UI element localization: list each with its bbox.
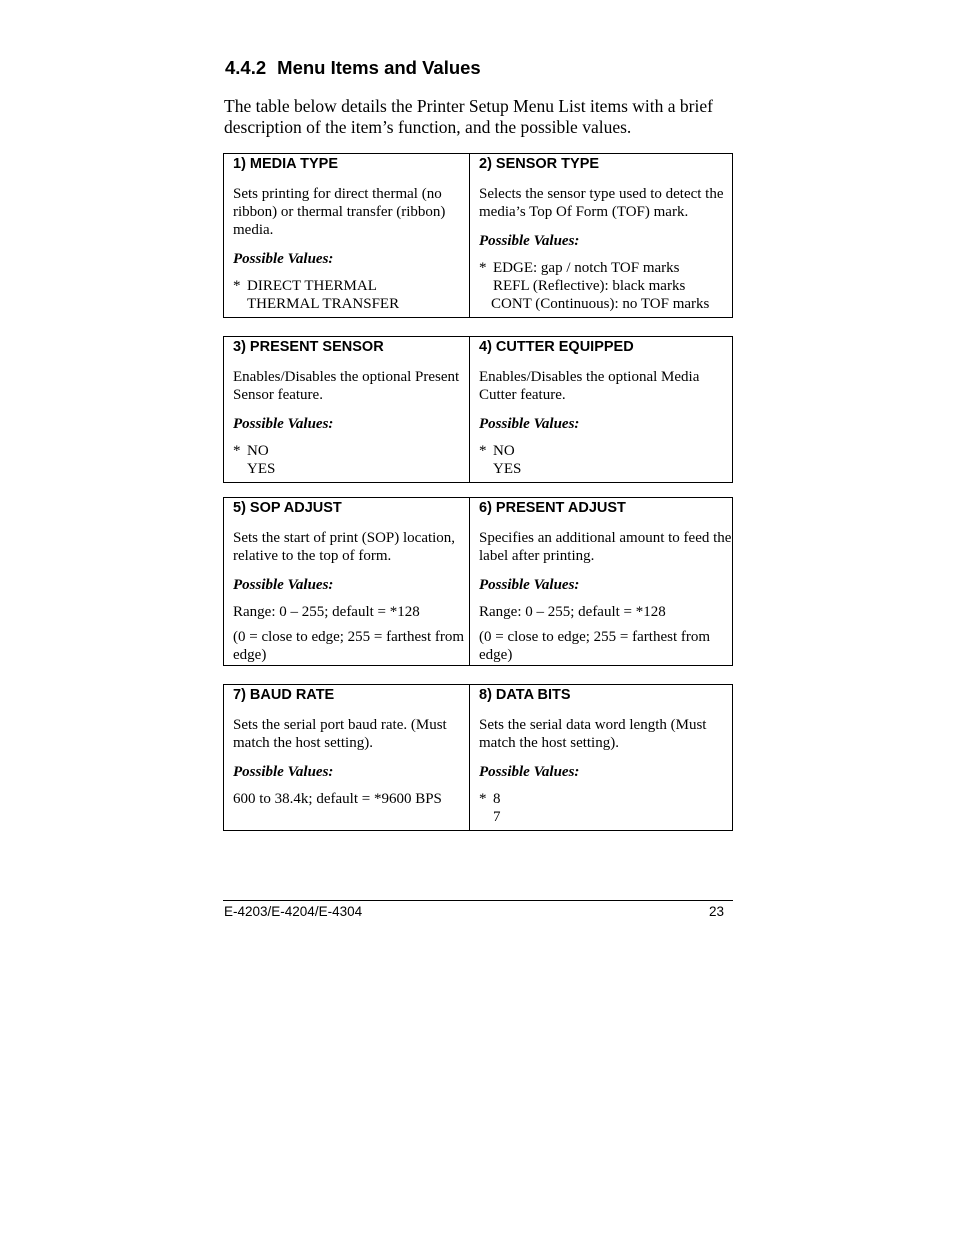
menu-item-sop-adjust [224, 498, 470, 665]
menu-table-3 [223, 497, 733, 666]
value-item: 7 [493, 809, 501, 825]
possible-values-label: Possible Values: [479, 233, 580, 249]
range-note: (0 = close to edge; 255 = farthest from edge) [479, 629, 711, 663]
item-description: Sets printing for direct thermal (no ribbon) or thermal transfer (ribbon) media. [233, 186, 446, 238]
values-list [479, 259, 732, 317]
value-item: YES [493, 461, 522, 477]
default-marker: * [479, 260, 487, 276]
item-description: Enables/Disables the optional Media Cutter feature. [479, 369, 700, 403]
range-text: 600 to 38.4k; default = *9600 BPS [233, 791, 442, 807]
item-description: Specifies an additional amount to feed the label after printing. [479, 530, 732, 564]
default-marker: * [233, 443, 241, 459]
menu-table-2 [223, 336, 733, 483]
values-list [479, 442, 732, 482]
value-item: NO [247, 443, 269, 459]
default-marker: * [479, 791, 487, 807]
value-item: NO [493, 443, 515, 459]
item-description: Selects the sensor type used to detect the media’s Top Of Form (TOF) mark. [479, 186, 724, 220]
footer-divider [223, 900, 733, 901]
value-item: YES [247, 461, 276, 477]
value-item: THERMAL TRANSFER [247, 296, 400, 312]
item-title: 7) BAUD RATE [233, 687, 335, 703]
item-title: 4) CUTTER EQUIPPED [479, 339, 634, 355]
possible-values-label: Possible Values: [233, 764, 334, 780]
menu-item-present-sensor [224, 337, 470, 482]
values-list [233, 277, 469, 317]
default-marker: * [233, 278, 241, 294]
item-description: Enables/Disables the optional Present Sensor feature. [233, 369, 460, 403]
menu-item-present-adjust [470, 498, 732, 665]
value-item: DIRECT THERMAL [247, 278, 377, 294]
possible-values-label: Possible Values: [479, 416, 580, 432]
item-description: Sets the start of print (SOP) location, relative to the top of form. [233, 530, 456, 564]
item-title: 5) SOP ADJUST [233, 500, 342, 516]
possible-values-label: Possible Values: [479, 577, 580, 593]
item-title: 1) MEDIA TYPE [233, 156, 339, 172]
section-title: Menu Items and Values [277, 57, 481, 78]
value-item: CONT (Continuous): no TOF marks [491, 296, 710, 312]
possible-values-label: Possible Values: [233, 416, 334, 432]
range-text: Range: 0 – 255; default = *128 [233, 604, 420, 620]
possible-values-label: Possible Values: [233, 577, 334, 593]
default-marker: * [479, 443, 487, 459]
menu-item-media-type [224, 154, 470, 317]
item-title: 8) DATA BITS [479, 687, 571, 703]
range-note: (0 = close to edge; 255 = farthest from edge) [233, 629, 465, 663]
section-heading [225, 57, 481, 79]
footer-model: E-4203/E-4204/E-4304 [224, 904, 363, 919]
menu-table-4 [223, 684, 733, 831]
section-number: 4.4.2 [225, 57, 267, 78]
possible-values-label: Possible Values: [479, 764, 580, 780]
menu-item-data-bits [470, 685, 732, 830]
menu-item-baud-rate [224, 685, 470, 830]
item-title: 3) PRESENT SENSOR [233, 339, 384, 355]
item-title: 2) SENSOR TYPE [479, 156, 600, 172]
possible-values-label: Possible Values: [233, 251, 334, 267]
page-number: 23 [708, 904, 724, 919]
values-list [233, 442, 469, 482]
intro-paragraph: The table below details the Printer Setup Menu List items with a brief description of the item’s function, and the possible values. [224, 96, 713, 137]
values-list [479, 790, 732, 830]
item-description: Sets the serial port baud rate. (Must match the host setting). [233, 717, 447, 751]
value-item: EDGE: gap / notch TOF marks [493, 260, 680, 276]
menu-table-1 [223, 153, 733, 318]
menu-item-cutter-equipped [470, 337, 732, 482]
item-title: 6) PRESENT ADJUST [479, 500, 626, 516]
item-description: Sets the serial data word length (Must match the host setting). [479, 717, 707, 751]
menu-item-sensor-type [470, 154, 732, 317]
range-text: Range: 0 – 255; default = *128 [479, 604, 666, 620]
value-item: REFL (Reflective): black marks [493, 278, 686, 294]
value-item: 8 [493, 791, 501, 807]
